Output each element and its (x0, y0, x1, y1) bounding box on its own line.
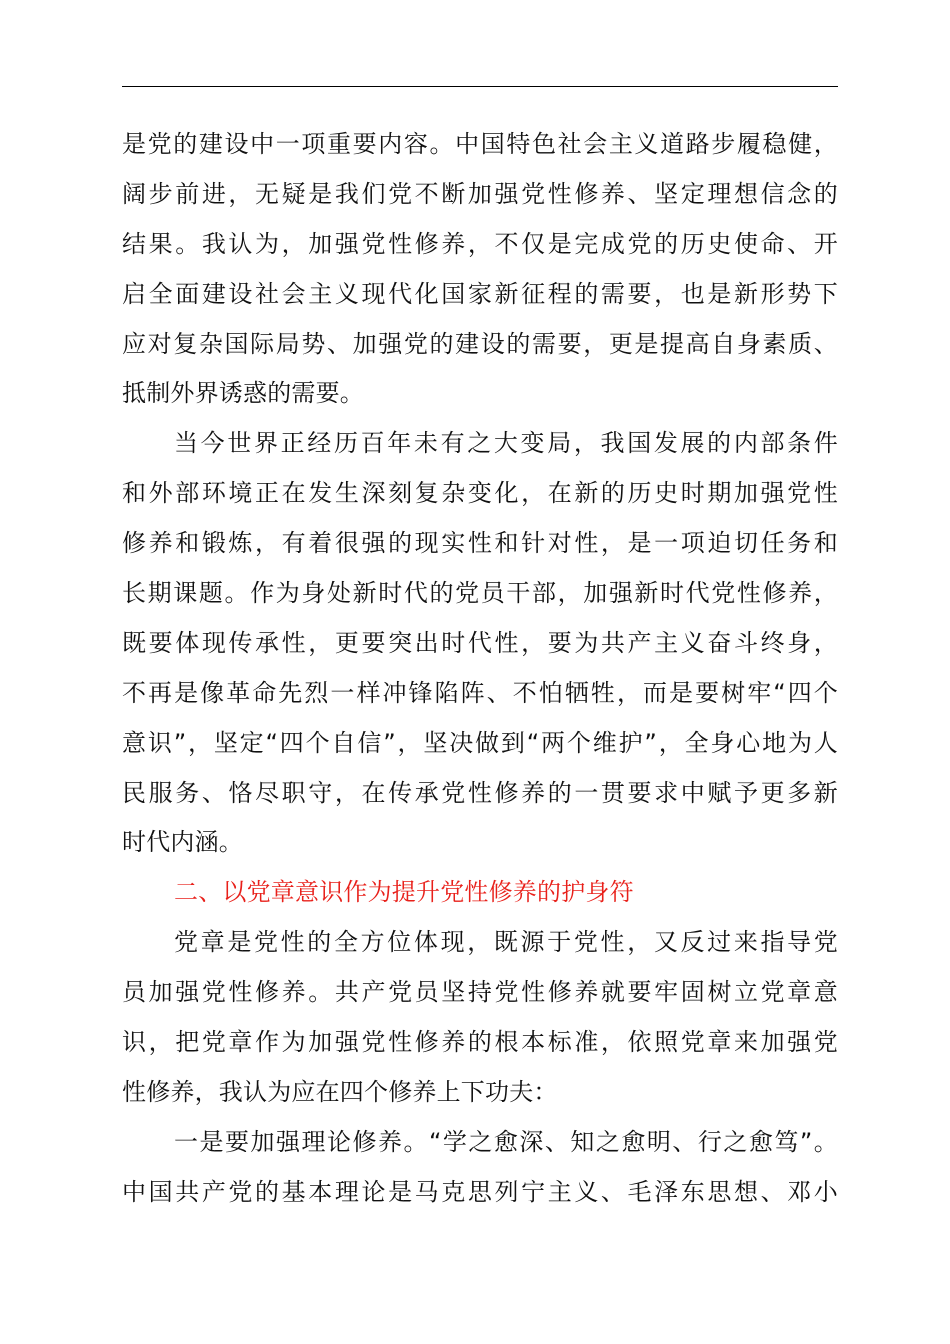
body-text-line: 员加强党性修养。共产党员坚持党性修养就要牢固树立党章意 (122, 978, 838, 1007)
body-text-line: 识，把党章作为加强党性修养的根本标准，依照党章来加强党 (122, 1028, 838, 1057)
body-text-line: 结果。我认为，加强党性修养，不仅是完成党的历史使命、开 (122, 229, 838, 258)
paragraph-first-line: 一是要加强理论修养。“学之愈深、知之愈明、行之愈笃”。 (174, 1127, 838, 1156)
body-text-line: 不再是像革命先烈一样冲锋陷阵、不怕牺牲，而是要树牢“四个 (122, 678, 838, 707)
section-heading: 二、以党章意识作为提升党性修养的护身符 (174, 878, 634, 907)
body-text-line: 民服务、恪尽职守，在传承党性修养的一贯要求中赋予更多新 (122, 778, 838, 807)
header-rule (122, 86, 838, 87)
body-text-line: 时代内涵。 (122, 828, 243, 857)
body-text-line: 性修养，我认为应在四个修养上下功夫： (122, 1077, 558, 1106)
body-text-line: 启全面建设社会主义现代化国家新征程的需要，也是新形势下 (122, 279, 838, 308)
body-text-line: 阔步前进，无疑是我们党不断加强党性修养、坚定理想信念的 (122, 179, 838, 208)
body-text-line: 意识”，坚定“四个自信”，坚决做到“两个维护”，全身心地为人 (122, 728, 838, 757)
body-text-line: 和外部环境正在发生深刻复杂变化，在新的历史时期加强党性 (122, 479, 838, 508)
body-text-line: 是党的建设中一项重要内容。中国特色社会主义道路步履稳健， (122, 130, 838, 158)
paragraph-first-line: 党章是党性的全方位体现，既源于党性，又反过来指导党 (174, 928, 838, 957)
body-text-line: 抵制外界诱惑的需要。 (122, 379, 364, 408)
body-text-line: 应对复杂国际局势、加强党的建设的需要，更是提高自身素质、 (122, 329, 838, 358)
body-text-line: 长期课题。作为身处新时代的党员干部，加强新时代党性修养， (122, 579, 838, 608)
paragraph-first-line: 当今世界正经历百年未有之大变局，我国发展的内部条件 (174, 429, 838, 458)
body-text-line: 中国共产党的基本理论是马克思列宁主义、毛泽东思想、邓小 (122, 1177, 838, 1206)
body-text-line: 修养和锻炼，有着很强的现实性和针对性，是一项迫切任务和 (122, 529, 838, 558)
document-body (122, 124, 838, 1222)
body-text-line: 既要体现传承性，更要突出时代性，要为共产主义奋斗终身， (122, 628, 838, 657)
